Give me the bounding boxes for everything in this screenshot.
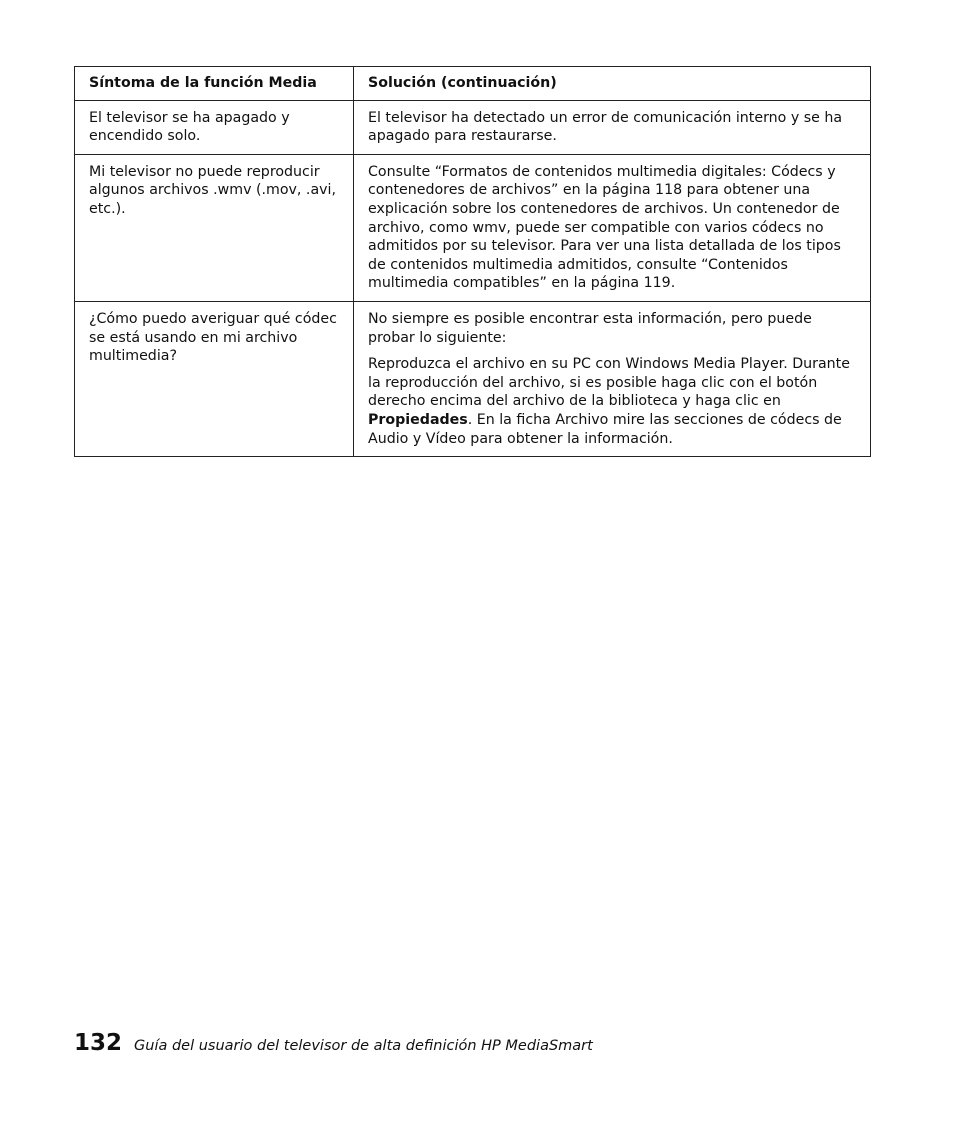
solution-paragraph: No siempre es posible encontrar esta información, pero puede probar lo siguiente:: [368, 310, 812, 346]
solution-paragraph: [368, 355, 858, 448]
symptom-cell: Mi televisor no puede reproducir algunos archivos .wmv (.mov, .avi, etc.).: [75, 154, 354, 301]
solution-cell: [354, 100, 871, 154]
solution-paragraph: Consulte “Formatos de contenidos multimedia digitales: Códecs y contenedores de archivos” en la página 118 para obtener una explicación sobre los contenedores de archivos. Un contenedor de archivo, como wmv, puede ser compatible con varios códecs no admitidos por su televisor. Para ver una lista detallada de los tipos de contenidos multimedia admitidos, consulte “Contenidos multimedia compatibles” en la página 119.: [368, 163, 841, 292]
table-row: [75, 154, 871, 301]
page-footer: [74, 1030, 593, 1060]
table-row: [75, 301, 871, 456]
footer-title: Guía del usuario del televisor de alta definición HP MediaSmart: [134, 1038, 593, 1054]
solution-cell: [354, 154, 871, 301]
column-header-solution: Solución (continuación): [354, 67, 871, 101]
properties-term: Propiedades: [368, 411, 468, 428]
solution-text: . En la ficha Archivo mire las secciones de códecs de Audio y Vídeo para obtener la información.: [368, 411, 842, 447]
troubleshooting-table: [74, 66, 871, 457]
page-number: 132: [74, 1030, 123, 1056]
symptom-cell: ¿Cómo puedo averiguar qué códec se está usando en mi archivo multimedia?: [75, 301, 354, 456]
solution-cell: [354, 301, 871, 456]
solution-text: Reproduzca el archivo en su PC con Windows Media Player. Durante la reproducción del archivo, si es posible haga clic con el botón derecho encima del archivo de la biblioteca y haga clic en: [368, 356, 850, 410]
symptom-cell: El televisor se ha apagado y encendido solo.: [75, 100, 354, 154]
table-header-row: [75, 67, 871, 101]
column-header-symptom: Síntoma de la función Media: [75, 67, 354, 101]
solution-paragraph: El televisor ha detectado un error de comunicación interno y se ha apagado para restaurarse.: [368, 109, 843, 145]
table-row: [75, 100, 871, 154]
